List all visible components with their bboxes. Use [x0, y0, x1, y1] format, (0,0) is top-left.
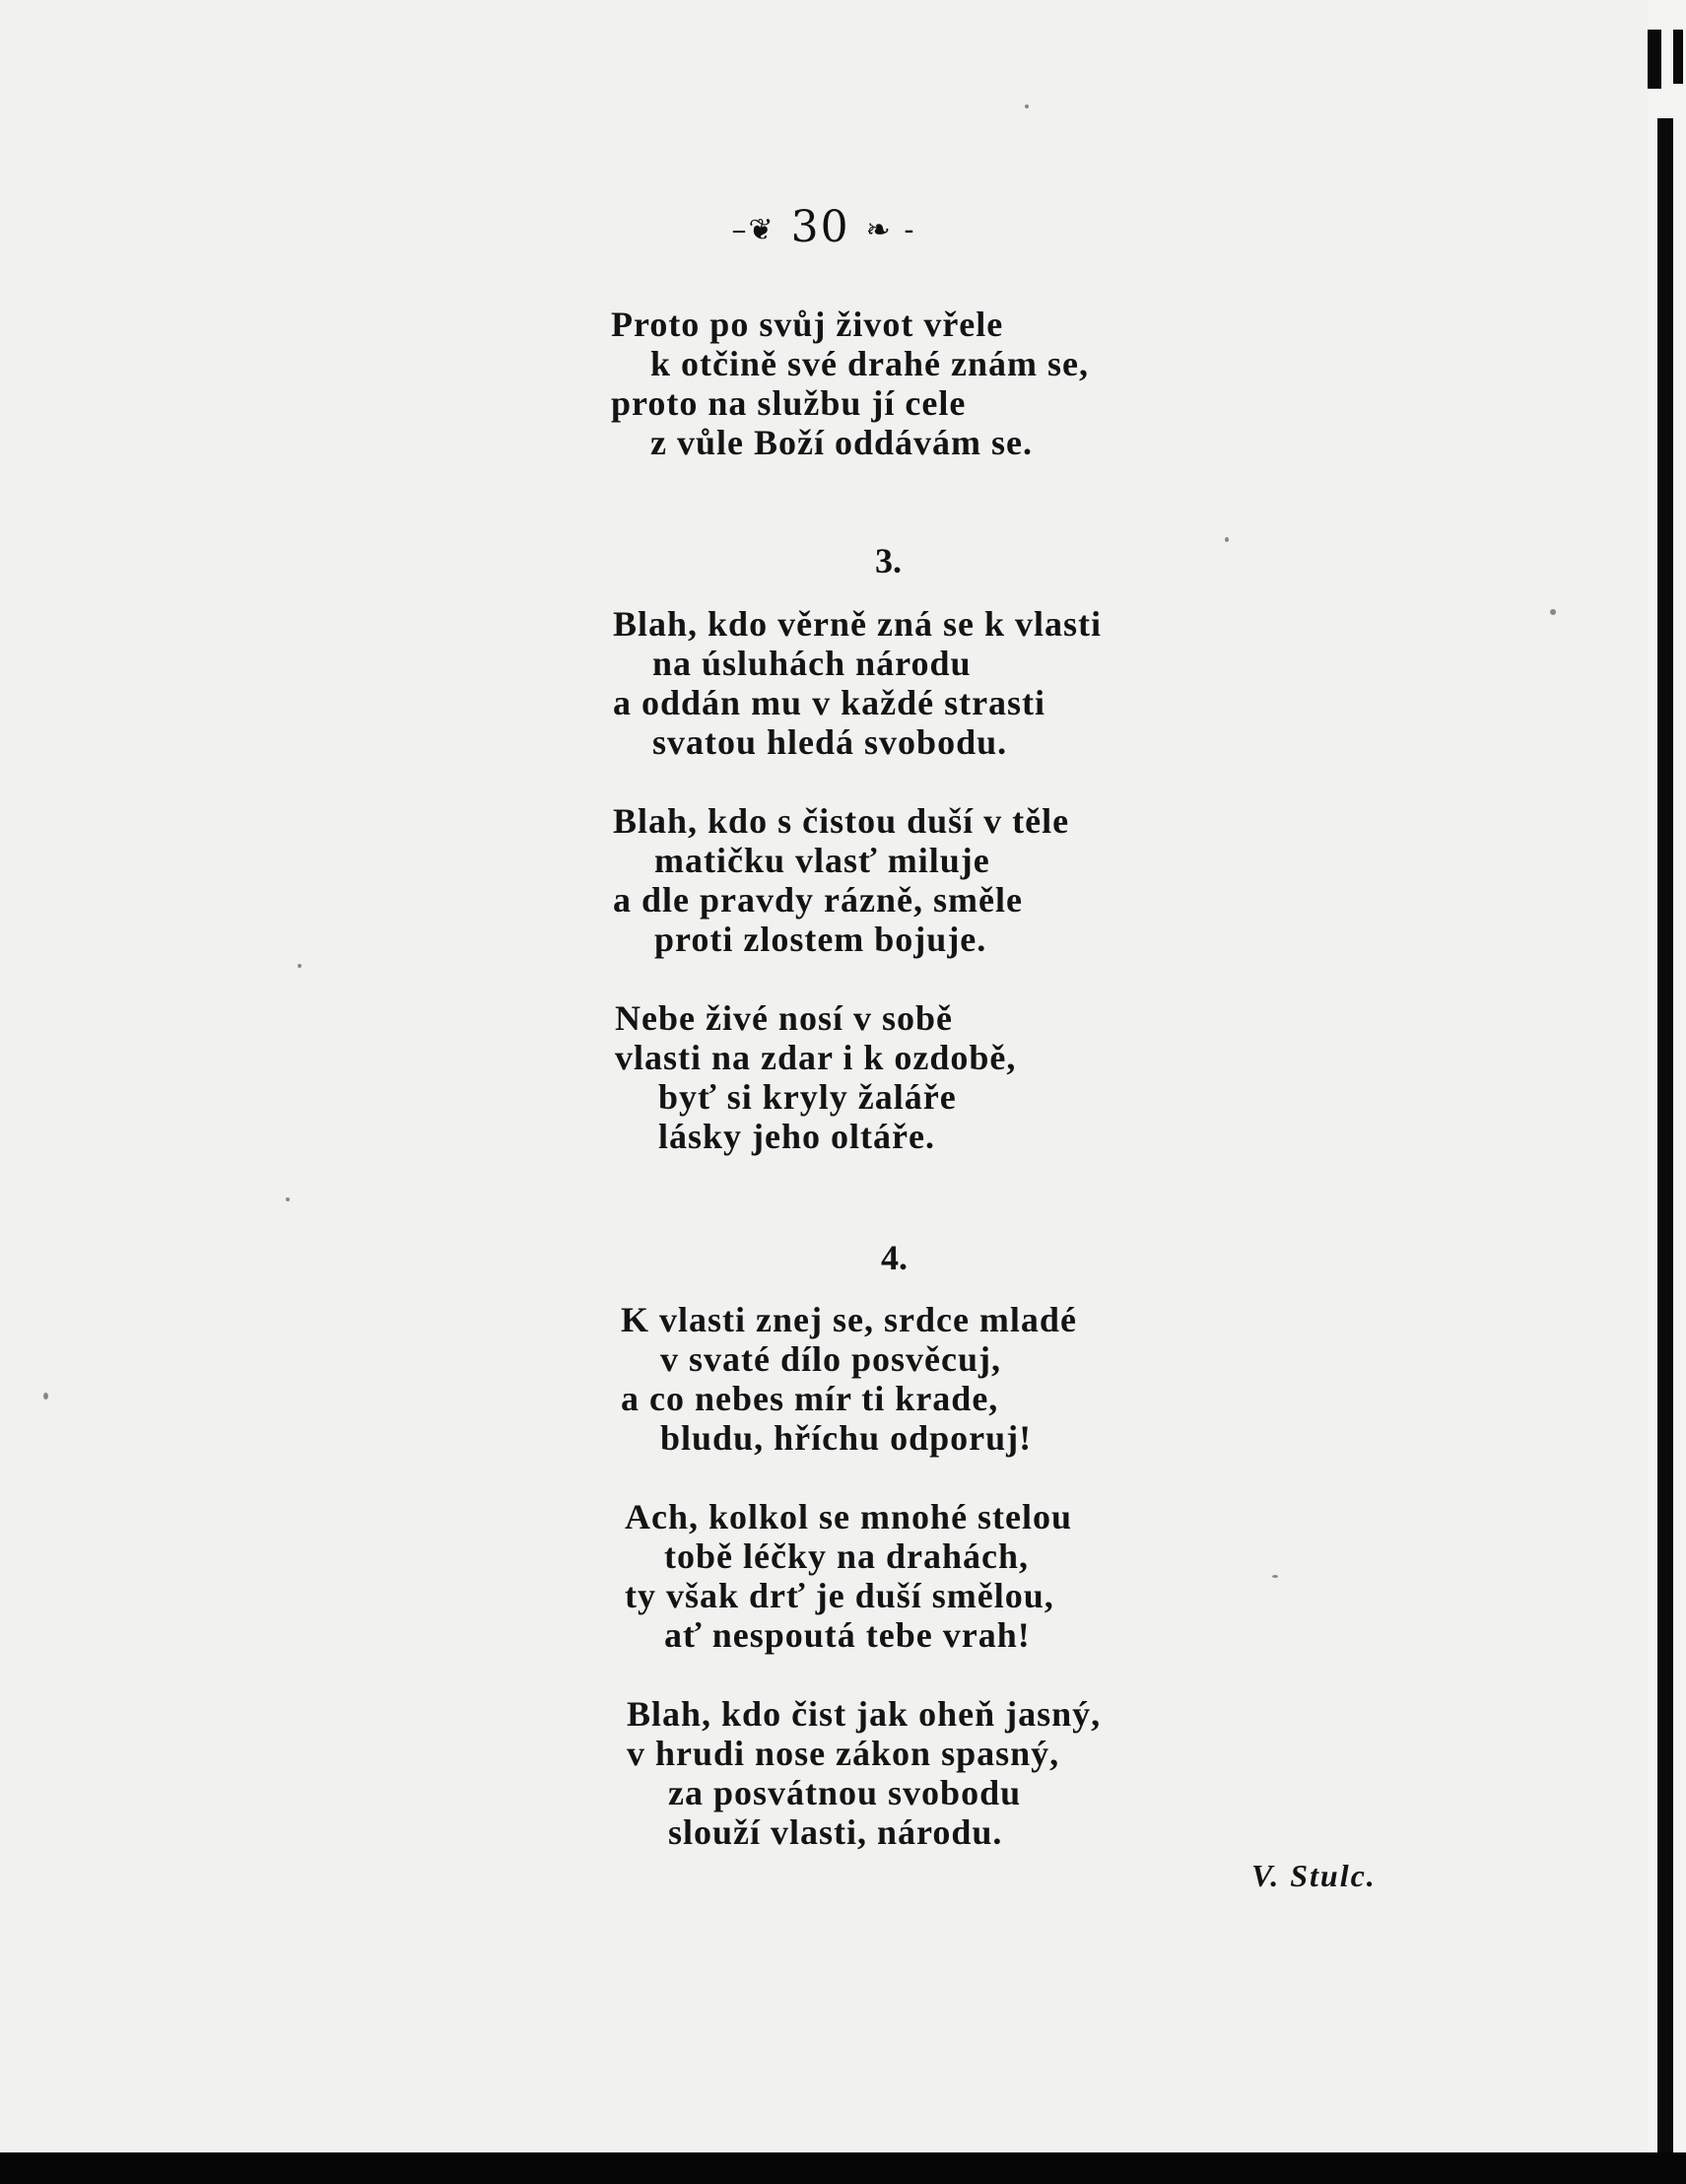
- poem-line: Blah, kdo věrně zná se k vlasti: [613, 604, 1103, 644]
- poem-line: a co nebes mír ti krade,: [621, 1379, 999, 1418]
- author-signature: V. Stulc.: [1251, 1858, 1377, 1893]
- scan-edge-bar: [1657, 118, 1673, 2168]
- poem-line: lásky jeho oltáře.: [658, 1117, 935, 1156]
- poem-line: vlasti na zdar i k ozdobě,: [615, 1038, 1017, 1077]
- scan-speck: [1272, 1575, 1278, 1578]
- scan-speck: [1550, 609, 1556, 615]
- page-header: [0, 202, 1648, 252]
- poem-line: ty však drť je duší smělou,: [625, 1576, 1054, 1615]
- poem-line: slouží vlasti, národu.: [668, 1812, 1003, 1852]
- poem-line: k otčině své drahé znám se,: [650, 344, 1089, 383]
- poem-line: bludu, hříchu odporuj!: [660, 1418, 1033, 1458]
- scan-speck: [286, 1197, 290, 1201]
- scan-speck: [1025, 104, 1029, 108]
- right-ornament: ❧ -: [865, 213, 916, 247]
- left-ornament: –❦: [731, 213, 776, 247]
- poem-line: a oddán mu v každé strasti: [613, 683, 1046, 722]
- poem-line: Blah, kdo s čistou duší v těle: [613, 801, 1070, 841]
- poem-line: v hrudi nose zákon spasný,: [627, 1734, 1060, 1773]
- scan-edge-notch: [1673, 30, 1683, 84]
- poem-line: Nebe živé nosí v sobě: [615, 998, 953, 1038]
- poem-line: svatou hledá svobodu.: [652, 722, 1008, 762]
- poem-line: Ach, kolkol se mnohé stelou: [625, 1497, 1073, 1536]
- scan-edge-notch: [1648, 30, 1661, 89]
- poem-line: ať nespoutá tebe vrah!: [664, 1615, 1031, 1655]
- poem-line: tobě léčky na drahách,: [664, 1536, 1030, 1576]
- section-number: 4.: [881, 1238, 908, 1277]
- scan-edge-right: [1648, 0, 1686, 2184]
- scan-edge-bottom: [0, 2152, 1686, 2184]
- scan-speck: [43, 1393, 48, 1399]
- poem-line: matičku vlasť miluje: [654, 841, 990, 880]
- poem-line: za posvátnou svobodu: [668, 1773, 1022, 1812]
- poem-line: z vůle Boží oddávám se.: [650, 423, 1033, 462]
- section-number: 3.: [875, 541, 902, 580]
- poem-line: K vlasti znej se, srdce mladé: [621, 1300, 1077, 1339]
- poem-line: proto na službu jí cele: [611, 383, 967, 423]
- scan-speck: [298, 964, 302, 968]
- poem-line: v svaté dílo posvěcuj,: [660, 1339, 1001, 1379]
- scan-speck: [1225, 537, 1229, 542]
- poem-line: byť si kryly žaláře: [658, 1077, 957, 1117]
- poem-line: na úsluhách národu: [652, 644, 972, 683]
- poem-line: Proto po svůj život vřele: [611, 305, 1004, 344]
- page-number: 30: [790, 202, 850, 252]
- poem-line: proti zlostem bojuje.: [654, 920, 987, 959]
- poem-line: Blah, kdo čist jak oheň jasný,: [627, 1694, 1102, 1734]
- poem-line: a dle pravdy rázně, směle: [613, 880, 1023, 920]
